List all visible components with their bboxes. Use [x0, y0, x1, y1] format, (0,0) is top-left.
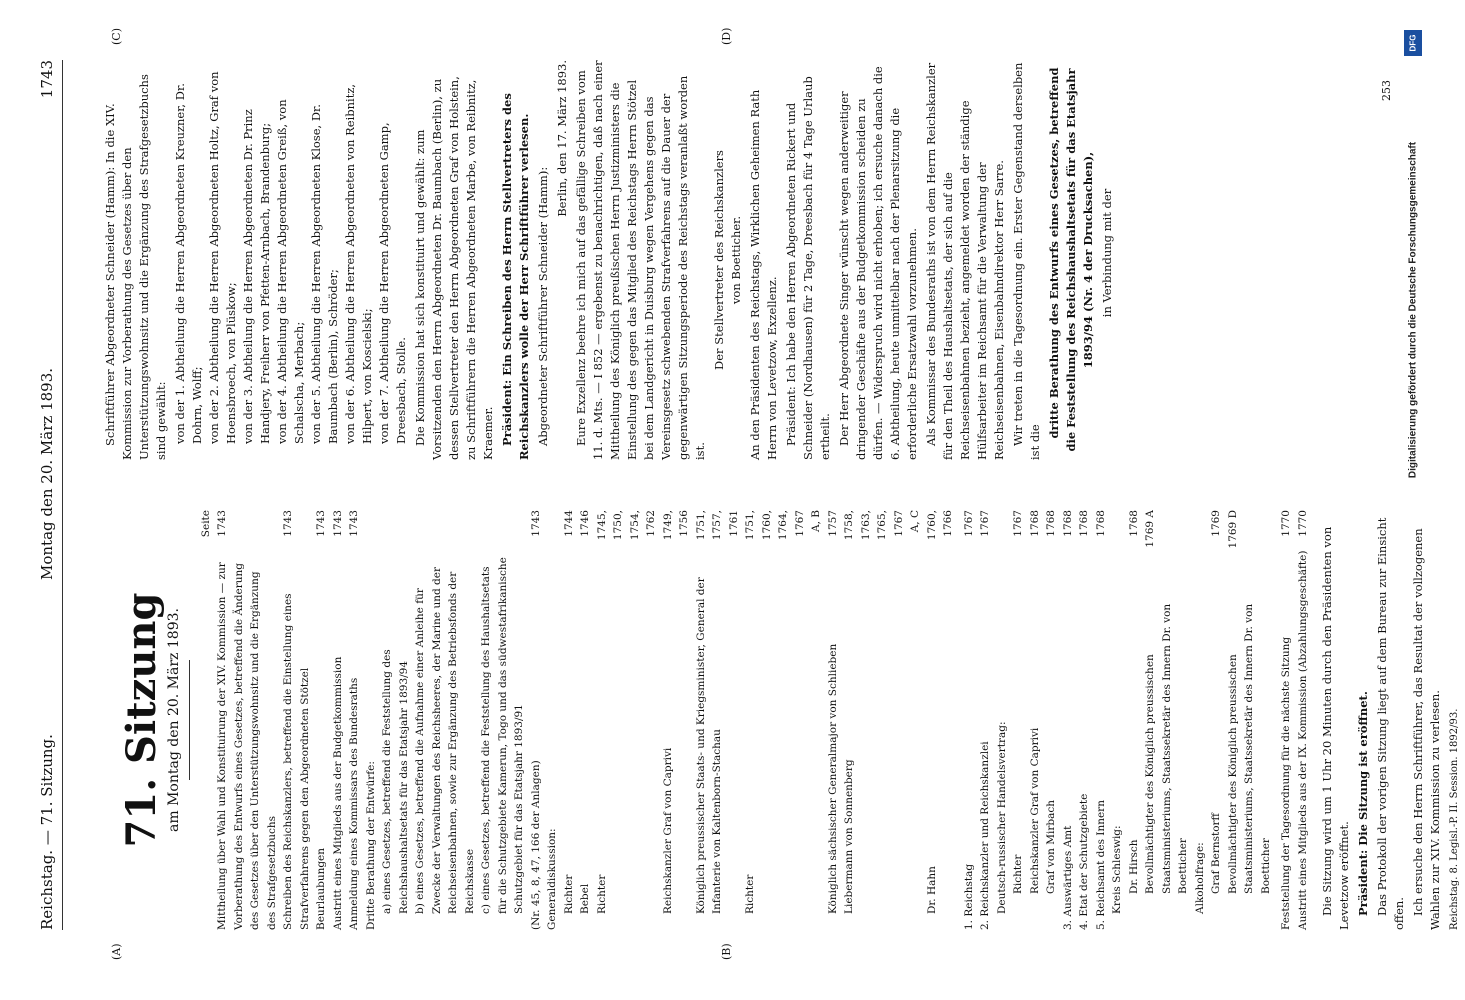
- speaker-list: [544, 510, 957, 930]
- speaker-row: Königlich sächsischer Generalmajor von Schlieben 1757: [826, 510, 839, 914]
- dfg-credit-text: Digitalisierung gefördert durch die Deutsche Forschungsgemeinschaft: [1407, 141, 1419, 479]
- committee-member-row: von der 1. Abtheilung die Herren Abgeordneten Kreuzner, Dr. Dohrn, Wolff;: [173, 83, 204, 444]
- budget-item-row: 1. Reichstag 1767: [962, 510, 975, 930]
- committee-announcement: Schriftführer Abgeordneter Schneider (Hamm): In die XIV. Kommission zur Vorberathung des Gesetzes über den Unterstützungswohnsitz und die Ergänzung des Strafgesetzbuchs sind gewählt:: [103, 74, 168, 460]
- budget-item-row: Richter 1767: [1012, 510, 1024, 894]
- page-signature-number: 253: [1380, 80, 1393, 101]
- header-page-number: 1743: [38, 60, 56, 99]
- dfg-logo: DFG: [1404, 30, 1422, 56]
- budget-item-row: 5. Reichsamt des Innern 1768: [1094, 510, 1107, 930]
- letter-signature-name: von Boetticher.: [729, 215, 743, 305]
- budget-item-row: Graf von Mirbach 1768: [1045, 510, 1057, 894]
- budget-item-row: 4. Etat der Schutzgebiete 1768: [1078, 510, 1090, 930]
- committee-member-row: von der 2. Abtheilung die Herren Abgeordneten Holtz, Graf von Hoensbroech, von Plüskow;: [207, 71, 238, 444]
- federal-commissioner: Als Kommissar des Bundesraths ist von dem Herrn Reichskanzler für den Theil des Haushaltsetats, der sich auf die Reichseisenbahnen bezieht, angemeldet worden der ständige Hülfsarbeiter im Reichsamt für die Verwaltung der Reichseisenbahnen, Eisenbahndirektor Herr Sarre.: [924, 62, 1006, 460]
- request-paragraph: Ich ersuche den Herrn Schriftführer, das Resultat der vollzogenen Wahlen zur XIV. Kommission zu verlesen.: [1411, 528, 1442, 930]
- title-rule: [189, 660, 190, 780]
- dfg-sidebar: [1400, 30, 1426, 590]
- committee-member-row: von der 5. Abtheilung die Herren Abgeordneten Klose, Dr. Baumbach (Berlin), Schröder;: [309, 104, 340, 444]
- budget-items-list: [961, 510, 1275, 930]
- protocol-paragraph: Das Protokoll der vorigen Sitzung liegt auf dem Bureau zur Einsicht offen.: [1375, 517, 1406, 930]
- toc-row: c) eines Gesetzes, betreffend die Feststellung des Haushaltsetats für die Schutzgebiete Kamerun, Togo und das südwestafrikanische Schutzgebiet für das Etatsjahr 1893/91: [480, 557, 525, 914]
- toc-row: Schreiben des Reichskanzlers, betreffend die Einstellung eines Strafverfahrens gegen den Abgeordneten Stötzel 1743: [282, 510, 311, 930]
- committee-member-row: von der 7. Abtheilung die Herren Abgeordneten Gamp, Dreesbach, Stolle.: [377, 122, 408, 444]
- session-subtitle: am Montag den 20. März 1893.: [166, 608, 182, 832]
- running-header: [36, 60, 63, 930]
- budget-item-row: Bevollmächtigter des Königlich preussischen Staatsministeriums, Staatssekretär des Innern Dr. von Boetticher 1769 A: [1144, 510, 1189, 894]
- agenda-connection: in Verbindung mit der: [1100, 188, 1114, 318]
- speaker-row: Richter 1744: [562, 510, 575, 914]
- letter-signature-role: Der Stellvertreter des Reichskanzlers: [712, 150, 726, 370]
- budget-item-row: Reichskanzler Graf von Caprivi 1768: [1028, 510, 1041, 894]
- speaker-row: Bebel 1746: [579, 510, 591, 914]
- margin-letter-a: (A): [110, 943, 123, 960]
- margin-letter-c: (C): [110, 28, 123, 45]
- budget-item-row: Graf Bernstorff 1769: [1210, 510, 1222, 894]
- president-leave: Präsident: Ich habe den Herren Abgeordneten Rickert und Schneider (Nordhausen) für 2 Tage, Dreesbach für 4 Tage Urlaub ertheilt.: [784, 76, 832, 460]
- tail-row: Feststellung der Tagesordnung für die nächste Sitzung 1770: [1280, 510, 1292, 930]
- header-date: Montag den 20. März 1893.: [38, 367, 56, 580]
- opening-paragraph: Die Sitzung wird um 1 Uhr 20 Minuten durch den Präsidenten von Levetzow eröffnet.: [1320, 526, 1351, 930]
- budget-item-row: Alkoholfrage:: [1193, 842, 1206, 914]
- footer-session: Reichstag. 8. Legisl.-P. II. Session. 1892/93.: [1449, 708, 1460, 930]
- speaker-row: Richter 1745, 1750, 1754, 1762: [595, 510, 657, 914]
- column-right: [100, 60, 1118, 460]
- margin-letter-b: (B): [720, 943, 733, 960]
- budget-item-row: Dr. Hirsch 1768: [1127, 510, 1140, 894]
- toc-row: b) eines Gesetzes, betreffend die Aufnahme einer Anleihe für Zwecke der Verwaltungen des Reichsheeres, der Marine und der Reichseisenbahnen, sowie zur Ergänzung des Betriebsfonds der Reichskasse: [414, 566, 476, 914]
- tail-row: Austritt eines Mitglieds aus der IX. Kommission (Abzahlungsgeschäfte) 1770: [1296, 510, 1309, 930]
- secretary-line: Abgeordneter Schriftführer Schneider (Hamm):: [536, 166, 550, 446]
- toc-row: a) eines Gesetzes, betreffend die Feststellung des Reichshaushaltsetats für das Etatsjahr 1893/94: [381, 649, 410, 914]
- toc-row: Austritt eines Mitglieds aus der Budgetkommission 1743: [331, 510, 344, 930]
- speaker-row: Königlich preussischer Staats- und Kriegsminister, General der Infanterie von Kaltenborn-Stachau 1751, 1757, 1761: [694, 510, 740, 914]
- margin-letter-d: (D): [720, 27, 733, 45]
- speaker-row: Richter 1751, 1760, 1764, 1767 A, B: [744, 510, 822, 914]
- toc-row: Mittheilung über Wahl und Konstituirung der XIV. Kommission — zur Vorberathung des Entwurfs eines Gesetzes, betreffend die Änderung des Gesetzes über den Unterstützungswohnsitz und die Ergänzung des Strafgesetzbuchs 1743: [216, 510, 278, 930]
- header-left: Reichstag. — 71. Sitzung.: [38, 734, 56, 930]
- tail-list: [1278, 510, 1311, 930]
- president-opening: Präsident: Die Sitzung ist eröffnet.: [1356, 691, 1370, 916]
- budget-item-row: Bevollmächtigter des Königlich preussischen Staatsministeriums, Staatssekretär des Innern Dr. von Boetticher 1769 D: [1226, 510, 1272, 894]
- committee-constitution: Die Kommission hat sich konstituirt und gewählt: zum Vorsitzenden den Herrn Abgeordneten Dr. Baumbach (Berlin), zu dessen Stellvertreter den Herrn Abgeordneten Graf von Holstein, zu Schriftführern die Herren Abgeordneten Marbe, von Reibnitz, Kraemer.: [413, 76, 495, 460]
- letter-date: Berlin, den 17. März 1893.: [555, 60, 569, 217]
- committee-member-row: von der 3. Abtheilung die Herren Abgeordneten Dr. Prinz Handjery, Freiherr von Pfetten-Arnbach, Brandenburg;: [241, 109, 272, 444]
- committee-member-list: [172, 60, 410, 460]
- committee-member-row: von der 4. Abtheilung die Herren Abgeordneten Greiß, von Schalscha, Merbach;: [275, 99, 306, 444]
- speaker-row: Liebermann von Sonnenberg 1758, 1763, 1765, 1767 A, C: [843, 510, 921, 914]
- seite-label: Seite: [199, 510, 212, 538]
- budget-item-row: Kreis Schleswig:: [1111, 825, 1123, 914]
- committee-member-row: von der 6. Abtheilung die Herren Abgeordneten von Reibnitz, Hilpert, von Koscielski;: [343, 83, 374, 444]
- speaker-row: Generaldiskussion:: [546, 828, 558, 930]
- budget-committee-withdrawal: Der Herr Abgeordnete Singer wünscht wegen anderweitiger dringender Geschäfte aus der Budgetkommission scheiden zu dürfen. — Widerspruch wird nicht erhoben; ich ersuche danach die 6. Abtheilung, heute unmittelbar nach der Plenarsitzung die erforderliche Ersatzwahl vorzunehmen.: [837, 66, 919, 460]
- budget-item-row: 2. Reichskanzler und Reichskanzlei 1767: [979, 510, 991, 930]
- speaker-row: Dr. Hahn 1760, 1766: [925, 510, 954, 914]
- agenda-item-title: dritte Berathung des Entwurfs eines Gesetzes, betreffend die Feststellung des Reichshaushaltsetats für das Etatsjahr 1893/94 (Nr. 4 der Drucksachen),: [1047, 67, 1095, 452]
- toc-row: (Nr. 45, 8, 47, 166 der Anlagen) 1743: [529, 510, 542, 930]
- speaker-row: Reichskanzler Graf von Caprivi 1749, 1756: [661, 510, 690, 914]
- agenda-intro: Wir treten in die Tagesordnung ein. Erster Gegenstand derselben ist die: [1011, 62, 1042, 460]
- letter-body: Eure Exzellenz beehre ich mich auf das gefällige Schreiben vom 11. d. Mts. — I 852 — ergebenst zu benachrichtigen, daß nach einer Mittheilung des Königlich preußischen Herrn Justizministers die Einstellung des gegen das Mitglied des Reichstags Herrn Stötzel bei dem Landgericht in Duisburg wegen Vergehens gegen das Vereinsgesetz schwebenden Strafverfahrens auf die Dauer der gegenwärtigen Sitzungsperiode des Reichstags veranlaßt worden ist.: [574, 60, 707, 460]
- session-title: 71. Sitzung: [118, 592, 165, 848]
- column-left: [100, 510, 1465, 930]
- president-request: Präsident: Ein Schreiben des Herrn Stellvertreters des Reichskanzlers wolle der Herr Schriftführer verlesen.: [500, 93, 531, 460]
- toc-row: Dritte Berathung der Entwürfe:: [364, 761, 377, 930]
- toc-row: Beurlaubungen 1743: [315, 510, 327, 930]
- budget-item-row: Deutsch-russischer Handelsvertrag:: [995, 721, 1008, 914]
- letter-address: An den Präsidenten des Reichstags, Wirklichen Geheimen Rath Herrn von Levetzow, Exzellenz.: [748, 89, 779, 460]
- budget-item-row: 3. Auswärtiges Amt 1768: [1061, 510, 1074, 930]
- toc-row: Anmeldung eines Kommissars des Bundesraths 1743: [348, 510, 360, 930]
- toc-list: [214, 510, 544, 930]
